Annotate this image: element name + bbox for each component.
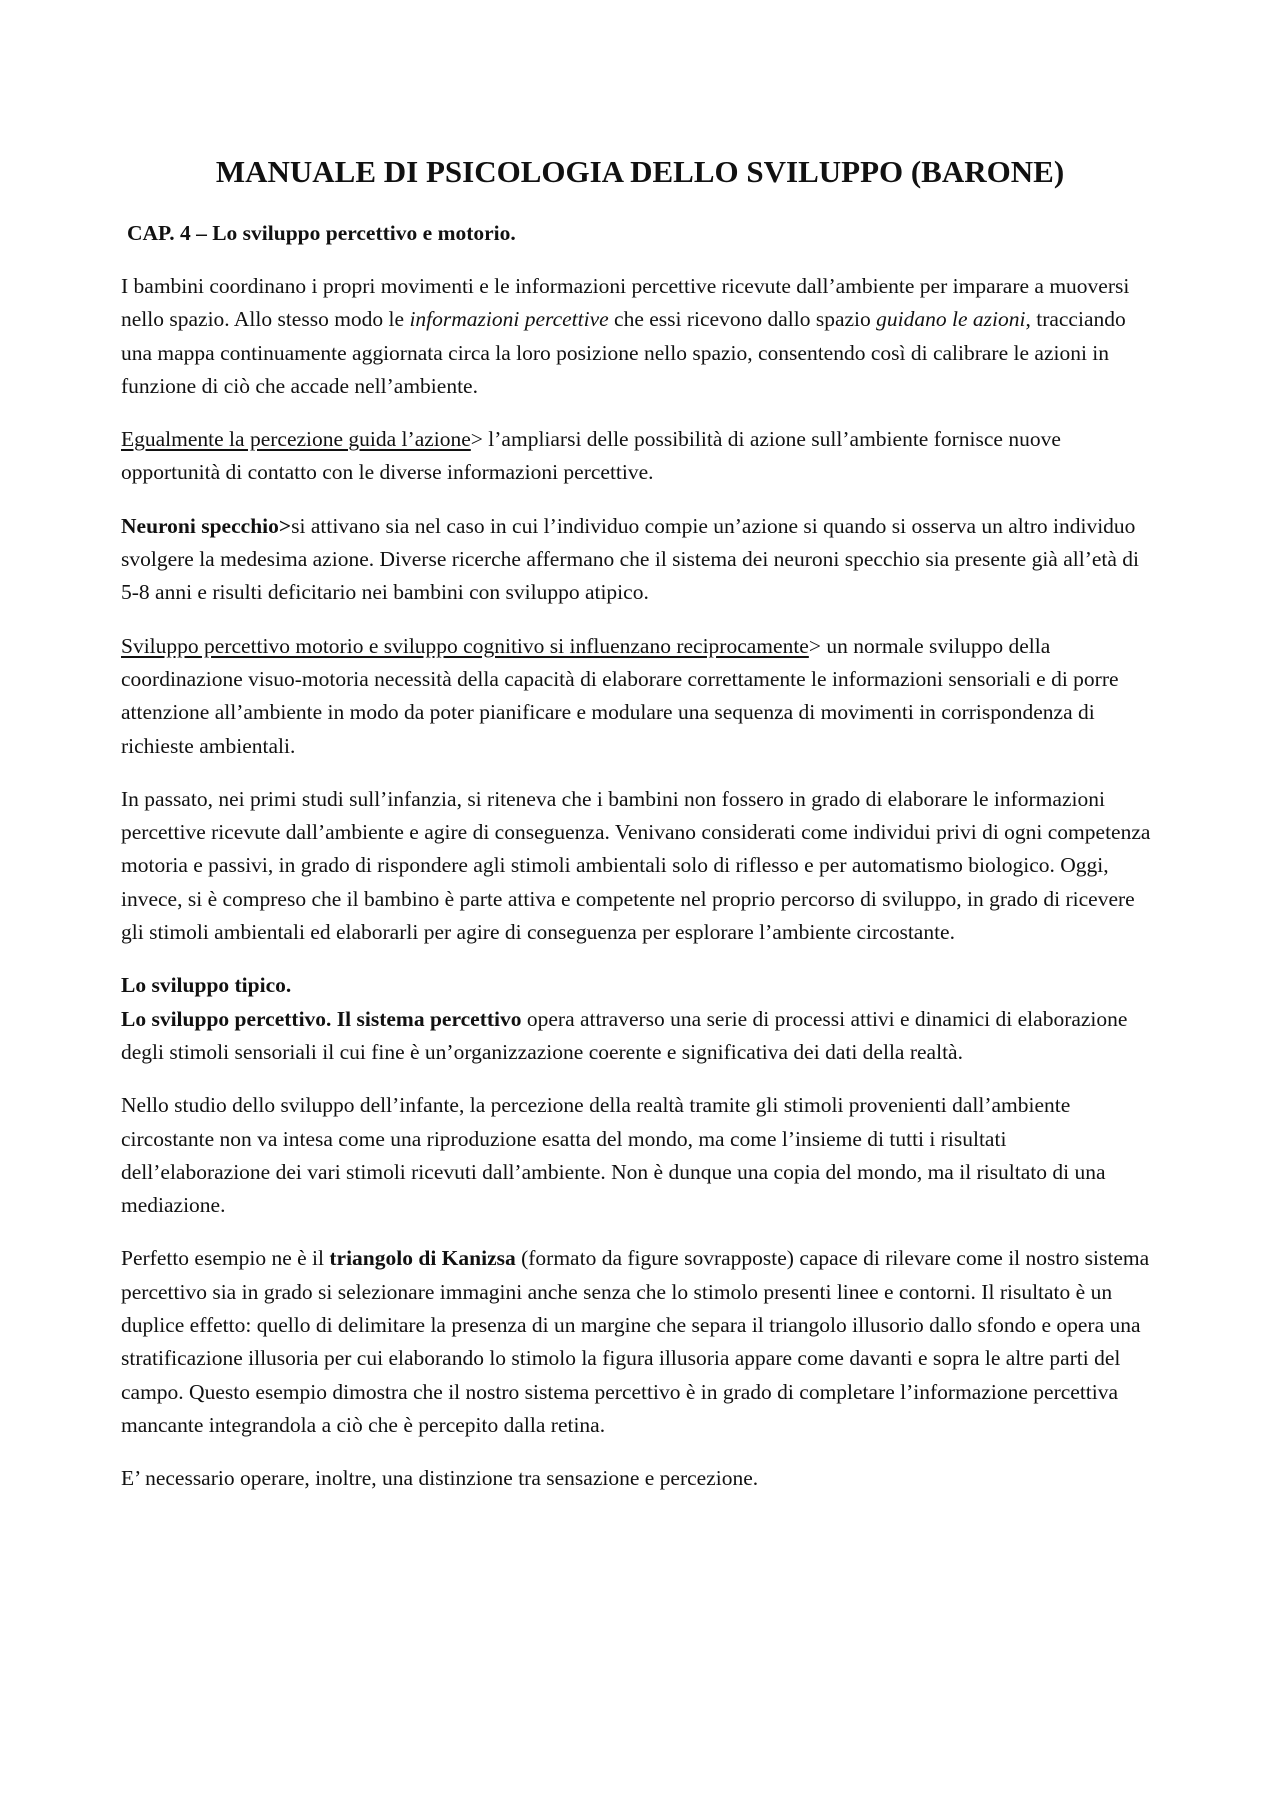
paragraph-1: I bambini coordinano i propri movimenti e le informazioni percettive ricevute dall’ambiente per imparare a muoversi nello spazio. Allo stesso modo le informazioni percettive che essi ricevono dallo spazio guidano le azioni, tracciando una mappa continuamente aggiornata circa la loro posizione nello spazio, consentendo così di calibrare le azioni in funzione di ciò che accade nell’ambiente. [121,274,1130,398]
section-heading: Lo sviluppo tipico. [121,973,292,998]
paragraph-5: In passato, nei primi studi sull’infanzia, si riteneva che i bambini non fossero in grado di elaborare le informazioni percettive ricevute dall’ambiente e agire di conseguenza. Venivano considerati come individui privi di ogni competenza motoria e passivi, in grado di rispondere agli stimoli ambientali solo di riflesso e per automatismo biologico. Oggi, invece, si è compreso che il bambino è parte attiva e competente nel proprio percorso di sviluppo, in grado di ricevere gli stimoli ambientali ed elaborarli per agire di conseguenza per esplorare l’ambiente circostante. [121,786,1151,945]
underlined-phrase: Sviluppo percettivo motorio e sviluppo cognitivo si influenzano reciprocamente [121,633,809,658]
document-body [121,270,1161,1516]
paragraph-6: Lo sviluppo percettivo. Il sistema percettivo opera attraverso una serie di processi attivi e dinamici di elaborazione degli stimoli sensoriali il cui fine è un’organizzazione coerente e significativa dei dati della realtà. [121,1006,1128,1064]
italic-phrase: informazioni percettive [409,307,609,332]
paragraph-4: Sviluppo percettivo motorio e sviluppo cognitivo si influenzano reciprocamente> un normale sviluppo della coordinazione visuo-motoria necessità della capacità di elaborare correttamente le informazioni sensoriali e di porre attenzione all’ambiente in modo da poter pianificare e modulare una sequenza di movimenti in corrispondenza di richieste ambientali. [121,633,1119,758]
paragraph-2: Egualmente la percezione guida l’azione> l’ampliarsi delle possibilità di azione sull’ambiente fornisce nuove opportunità di contatto con le diverse informazioni percettive. [121,427,1061,485]
bold-term: triangolo di Kanizsa [329,1246,516,1271]
chapter-heading: CAP. 4 – Lo sviluppo percettivo e motorio. [127,221,516,245]
bold-term: Neuroni specchio> [121,513,292,538]
italic-phrase: guidano le azioni [876,307,1026,332]
bold-term: Lo sviluppo percettivo. Il sistema percettivo [121,1006,522,1031]
paragraph-3: Neuroni specchio>si attivano sia nel caso in cui l’individuo compie un’azione si quando si osserva un altro individuo svolgere la medesima azione. Diverse ricerche affermano che il sistema dei neuroni specchio sia presente già all’età di 5-8 anni e risulti deficitario nei bambini con sviluppo atipico. [121,513,1140,605]
paragraph-9: E’ necessario operare, inoltre, una distinzione tra sensazione e percezione. [121,1466,759,1491]
document-title: MANUALE DI PSICOLOGIA DELLO SVILUPPO (BARONE) [215,154,1065,189]
paragraph-7: Nello studio dello sviluppo dell’infante, la percezione della realtà tramite gli stimoli provenienti dall’ambiente circostante non va intesa come una riproduzione esatta del mondo, ma come l’insieme di tutti i risultati dell’elaborazione dei vari stimoli ricevuti dall’ambiente. Non è dunque una copia del mondo, ma il risultato di una mediazione. [121,1093,1106,1218]
underlined-phrase: Egualmente la percezione guida l’azione [121,427,471,452]
paragraph-8: Perfetto esempio ne è il triangolo di Kanizsa (formato da figure sovrapposte) capace di rilevare come il nostro sistema percettivo sia in grado si selezionare immagini anche senza che lo stimolo presenti linee e contorni. Il risultato è un duplice effetto: quello di delimitare la presenza di un margine che separa il triangolo illusorio dallo sfondo e opera una stratificazione illusoria per cui elaborando lo stimolo la figura illusoria appare come davanti e sopra le altre parti del campo. Questo esempio dimostra che il nostro sistema percettivo è in grado di completare l’informazione percettiva mancante integrandola a ciò che è percepito dalla retina. [121,1246,1150,1437]
